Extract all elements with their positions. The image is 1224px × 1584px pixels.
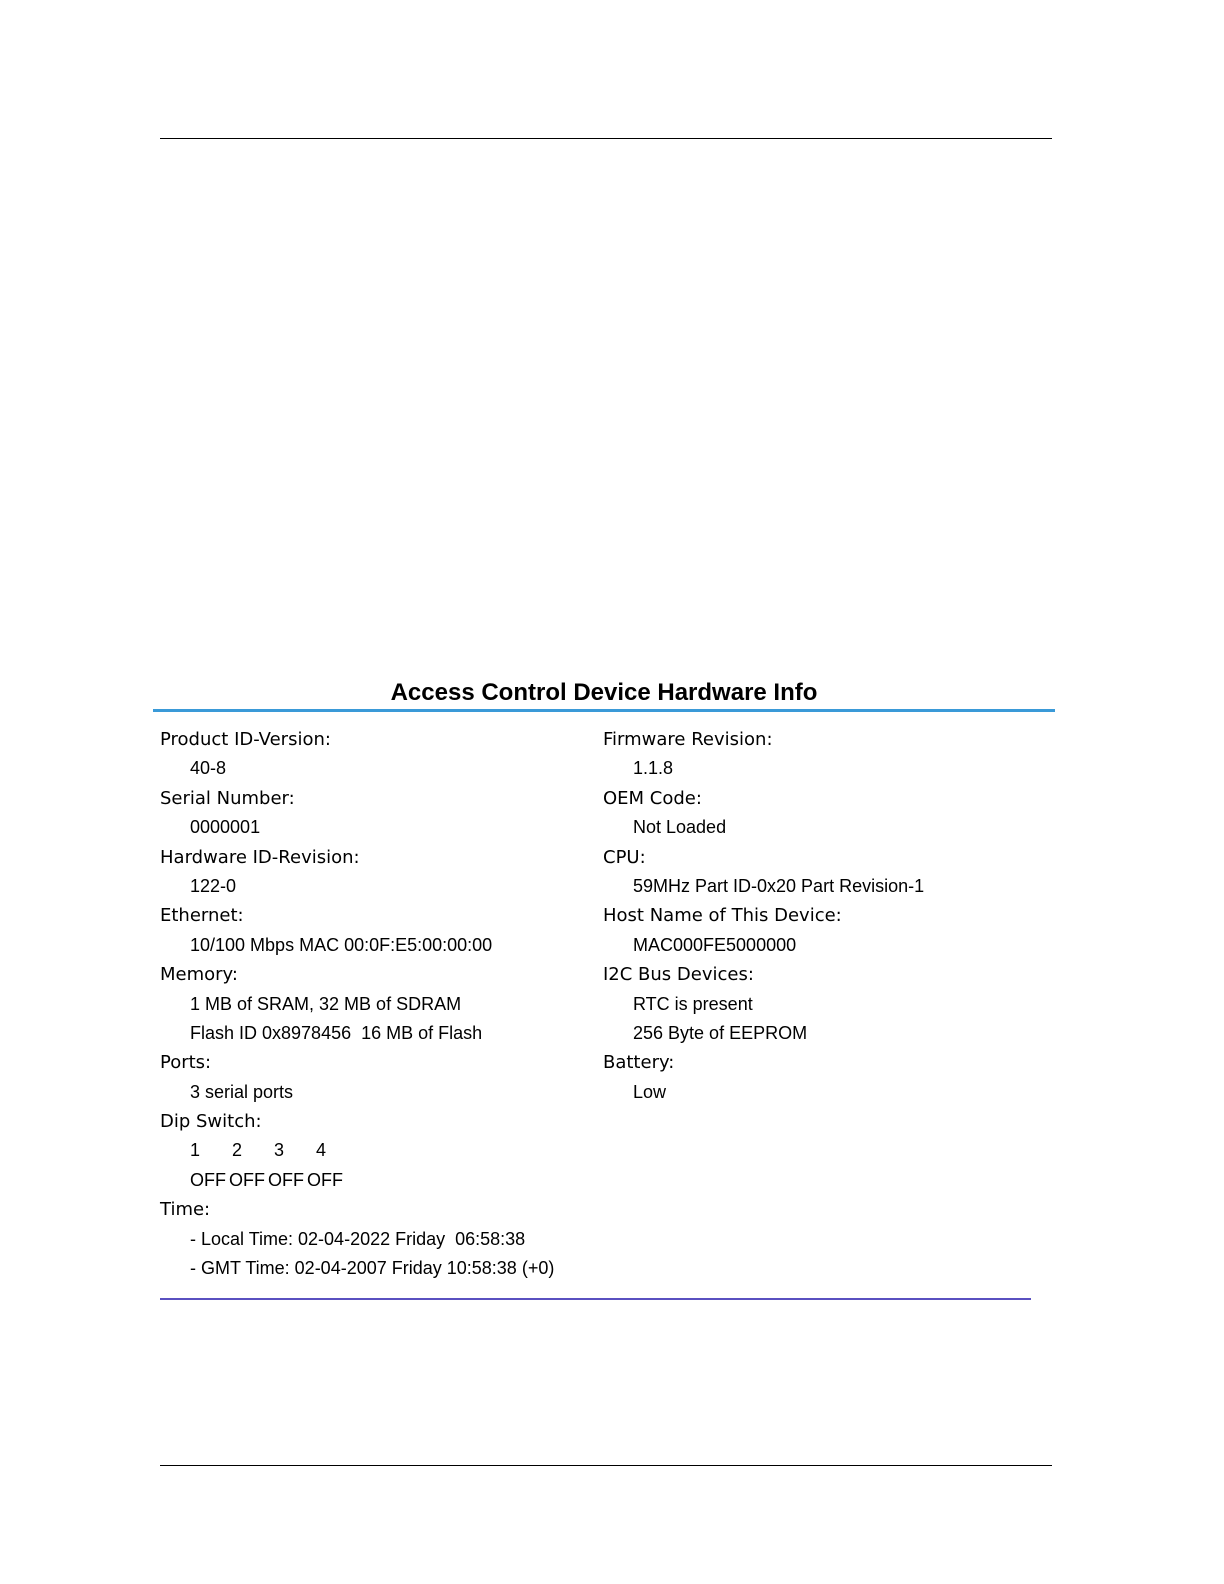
battery-label: Battery:	[603, 1052, 675, 1074]
i2c-bus-label: I2C Bus Devices:	[603, 964, 754, 986]
cpu-value: 59MHz Part ID-0x20 Part Revision-1	[633, 875, 925, 896]
hardware-id-value: 122-0	[190, 875, 237, 896]
dip-switch-state: OFF	[190, 1169, 226, 1190]
memory-value-flash: Flash ID 0x8978456 16 MB of Flash	[190, 1022, 483, 1043]
cpu-label: CPU:	[603, 846, 646, 868]
serial-number-label: Serial Number:	[160, 787, 295, 809]
dip-switch-states	[160, 1166, 590, 1195]
host-name-label: Host Name of This Device:	[603, 905, 842, 927]
i2c-eeprom-value: 256 Byte of EEPROM	[633, 1022, 808, 1043]
panel-title: Access Control Device Hardware Info	[390, 679, 818, 706]
firmware-revision-label: Firmware Revision:	[603, 729, 773, 750]
dip-switch-state: OFF	[307, 1169, 343, 1190]
dip-switch-numbers	[160, 1136, 590, 1165]
hardware-id-label: Hardware ID-Revision:	[160, 846, 360, 868]
memory-label: Memory:	[160, 964, 238, 986]
host-name-value: MAC000FE5000000	[633, 934, 797, 955]
dip-switch-state: OFF	[268, 1169, 304, 1190]
time-label: Time:	[160, 1199, 211, 1221]
firmware-revision-value: 1.1.8	[633, 758, 674, 779]
dip-switch-number: 1	[190, 1140, 201, 1161]
dip-switch-number: 3	[274, 1140, 285, 1161]
gmt-time-value: - GMT Time: 02-04-2007 Friday 10:58:38 (+0)	[190, 1258, 555, 1279]
title-divider	[153, 709, 1055, 712]
dip-switch-label: Dip Switch:	[160, 1111, 262, 1133]
ethernet-value: 10/100 Mbps MAC 00:0F:E5:00:00:00	[190, 934, 493, 955]
dip-switch-number: 4	[316, 1140, 327, 1161]
dip-switch-number: 2	[232, 1140, 243, 1161]
hardware-info-panel	[153, 676, 1055, 1306]
product-id-value: 40-8	[190, 758, 227, 779]
right-info-column	[603, 725, 1043, 1107]
i2c-rtc-value: RTC is present	[633, 993, 753, 1014]
dip-switch-state: OFF	[229, 1169, 265, 1190]
serial-number-value: 0000001	[190, 817, 261, 838]
ports-label: Ports:	[160, 1052, 212, 1074]
page-header-rule	[160, 138, 1052, 139]
oem-code-label: OEM Code:	[603, 787, 702, 809]
battery-value: Low	[633, 1081, 667, 1102]
page-footer-rule	[160, 1465, 1052, 1466]
oem-code-value: Not Loaded	[633, 817, 727, 838]
left-info-column	[160, 725, 590, 1283]
ports-value: 3 serial ports	[190, 1081, 294, 1102]
panel-bottom-divider	[160, 1298, 1031, 1300]
ethernet-label: Ethernet:	[160, 905, 244, 927]
product-id-label: Product ID-Version:	[160, 729, 331, 750]
local-time-value: - Local Time: 02-04-2022 Friday 06:58:38	[190, 1228, 526, 1249]
memory-value-ram: 1 MB of SRAM, 32 MB of SDRAM	[190, 993, 462, 1014]
